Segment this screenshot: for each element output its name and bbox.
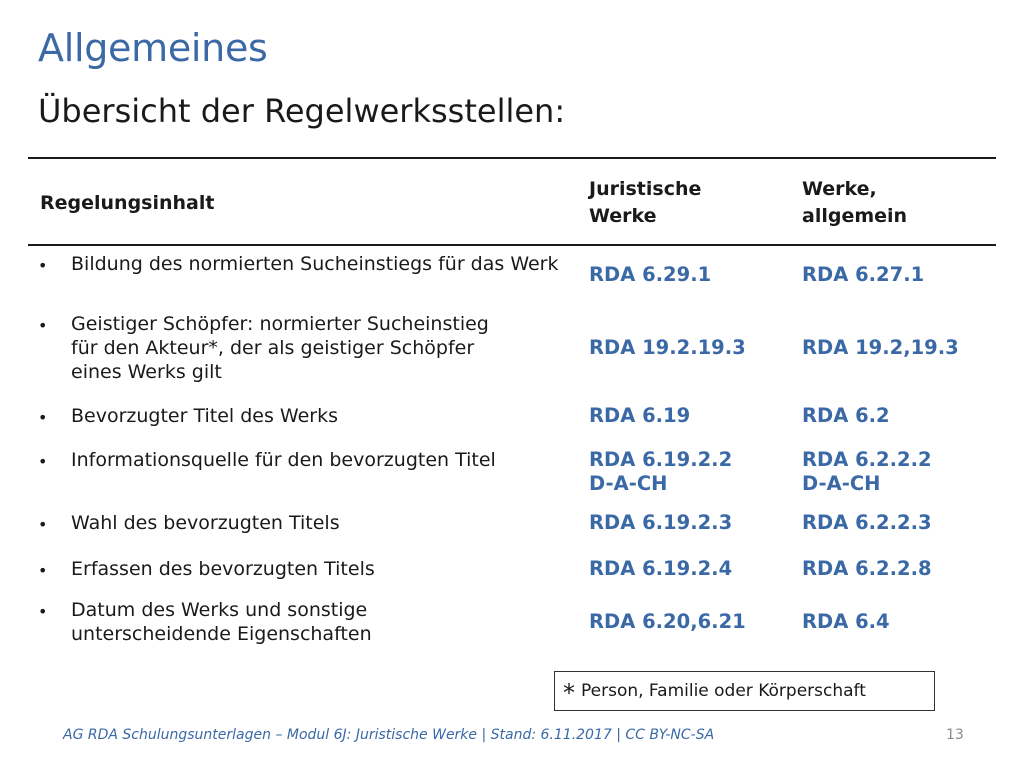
footnote-box xyxy=(554,671,935,711)
bullet: • xyxy=(38,316,48,335)
page-number: 13 xyxy=(946,727,964,743)
ref-juristic: RDA 19.2.19.3 xyxy=(589,336,746,359)
ref-juristic: RDA 6.19.2.4 xyxy=(589,557,733,580)
row-content: Bevorzugter Titel des Werks xyxy=(71,405,338,427)
header-werke-allgemein: Werke, allgemein xyxy=(802,178,908,227)
ref-general: RDA 6.27.1 xyxy=(802,263,925,286)
ref-general: RDA 19.2,19.3 xyxy=(802,336,959,359)
slide-title: Allgemeines xyxy=(38,26,268,70)
footnote-text: Person, Familie oder Körperschaft xyxy=(581,681,866,701)
bullet: • xyxy=(38,515,48,534)
table-top-rule xyxy=(28,157,996,159)
ref-juristic: RDA 6.19.2.3 xyxy=(589,511,733,534)
ref-juristic: RDA 6.20,6.21 xyxy=(589,610,746,633)
ref-general: RDA 6.2.2.8 xyxy=(802,557,932,580)
footer-text: AG RDA Schulungsunterlagen – Modul 6J: Juristische Werke | Stand: 6.11.2017 | CC BY-NC-SA xyxy=(63,727,715,743)
ref-juristic: RDA 6.19 xyxy=(589,404,691,427)
ref-juristic: RDA 6.19.2.2 D-A-CH xyxy=(589,448,733,495)
bullet: • xyxy=(38,408,48,427)
slide-subtitle: Übersicht der Regelwerksstellen: xyxy=(38,92,566,130)
footnote-asterisk: * xyxy=(563,679,575,707)
table-header-rule xyxy=(28,244,996,246)
ref-general: RDA 6.2 xyxy=(802,404,890,427)
header-regelungsinhalt: Regelungsinhalt xyxy=(40,192,215,214)
row-content: Erfassen des bevorzugten Titels xyxy=(71,558,375,580)
ref-general: RDA 6.2.2.2 D-A-CH xyxy=(802,448,932,495)
ref-general: RDA 6.4 xyxy=(802,610,890,633)
ref-general: RDA 6.2.2.3 xyxy=(802,511,932,534)
bullet: • xyxy=(38,256,48,275)
row-content: Datum des Werks und sonstige unterscheidende Eigenschaften xyxy=(71,599,372,645)
header-juristische-werke: Juristische Werke xyxy=(589,178,702,227)
row-content: Informationsquelle für den bevorzugten Titel xyxy=(71,449,496,471)
bullet: • xyxy=(38,561,48,580)
bullet: • xyxy=(38,602,48,621)
bullet: • xyxy=(38,452,48,471)
row-content: Geistiger Schöpfer: normierter Sucheinstieg für den Akteur*, der als geistiger Schöpfer eines Werks gilt xyxy=(71,313,489,383)
ref-juristic: RDA 6.29.1 xyxy=(589,263,712,286)
row-content: Wahl des bevorzugten Titels xyxy=(71,512,340,534)
row-content: Bildung des normierten Sucheinstiegs für das Werk xyxy=(71,253,559,275)
